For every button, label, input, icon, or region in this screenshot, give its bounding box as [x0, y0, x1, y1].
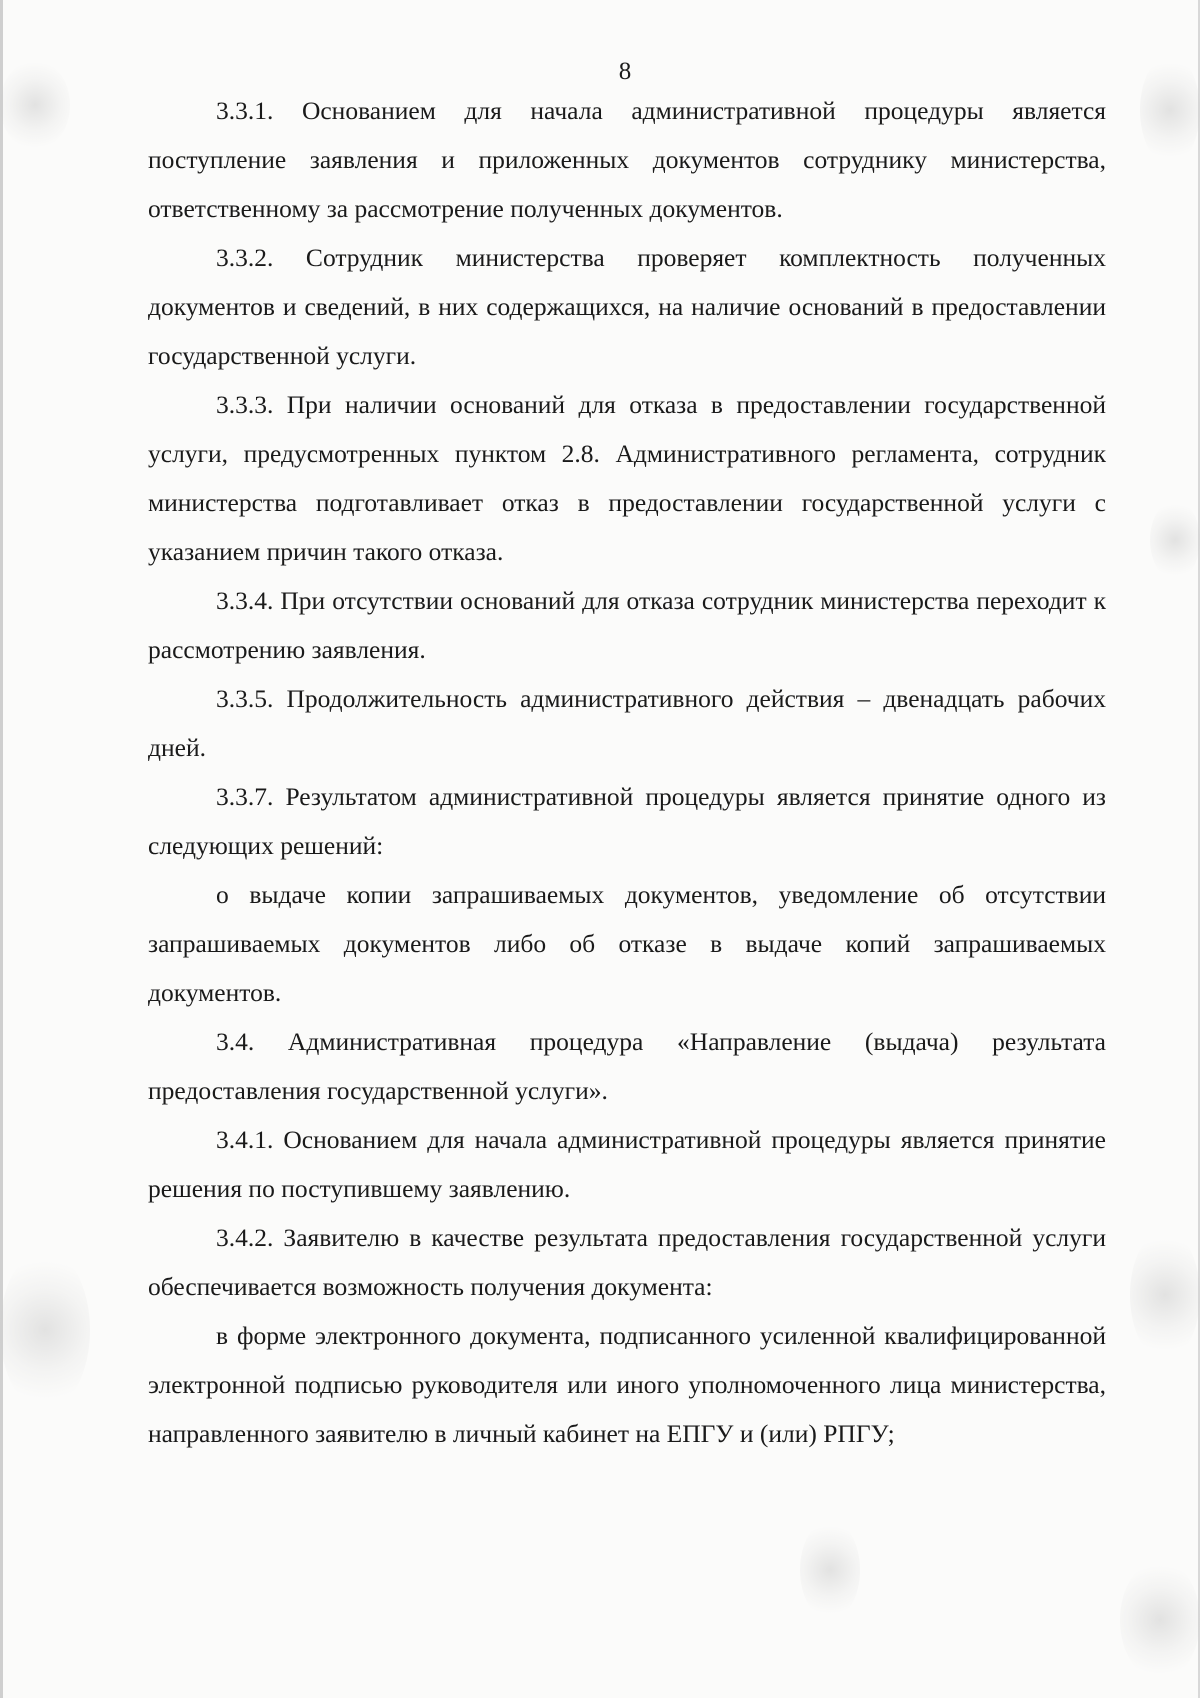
- paragraph-electronic-document: в форме электронного документа, подписанного усиленной квалифицированной электронной подписью руководителя или иного уполномоченного лица министерства, направленного заявителю в личный кабинет на ЕПГУ и (или) РПГУ;: [148, 1321, 1106, 1448]
- scan-edge-left: [0, 0, 3, 1698]
- paragraph-3-4-2: 3.4.2. Заявителю в качестве результата предоставления государственной услуги обеспечивается возможность получения документа:: [148, 1223, 1106, 1301]
- paragraph-3-4-1: 3.4.1. Основанием для начала административной процедуры является принятие решения по поступившему заявлению.: [148, 1125, 1106, 1203]
- scan-noise: [800, 1520, 860, 1620]
- document-body: [148, 86, 1106, 1458]
- paragraph-3-3-2: 3.3.2. Сотрудник министерства проверяет комплектность полученных документов и сведений, в них содержащихся, на наличие оснований в предоставлении государственной услуги.: [148, 243, 1106, 370]
- paragraph-3-3-3: 3.3.3. При наличии оснований для отказа в предоставлении государственной услуги, предусмотренных пунктом 2.8. Административного регламента, сотрудник министерства подготавливает отказ в предоставлении государственной услуги с указанием причин такого отказа.: [148, 390, 1106, 566]
- paragraph-3-3-4: 3.3.4. При отсутствии оснований для отказа сотрудник министерства переходит к рассмотрению заявления.: [148, 586, 1106, 664]
- paragraph-decision-options: о выдаче копии запрашиваемых документов, уведомление об отсутствии запрашиваемых документов либо об отказе в выдаче копий запрашиваемых документов.: [148, 880, 1106, 1007]
- paragraph-3-3-7: 3.3.7. Результатом административной процедуры является принятие одного из следующих решений:: [148, 782, 1106, 860]
- paragraph-3-4: 3.4. Административная процедура «Направление (выдача) результата предоставления государственной услуги».: [148, 1027, 1106, 1105]
- scan-noise: [1150, 500, 1200, 580]
- scan-noise: [1120, 1560, 1200, 1680]
- scan-noise: [0, 1250, 90, 1410]
- paragraph-3-3-1: 3.3.1. Основанием для начала административной процедуры является поступление заявления и приложенных документов сотруднику министерства, ответственному за рассмотрение полученных документов.: [148, 96, 1106, 223]
- paragraph-3-3-5: 3.3.5. Продолжительность административного действия – двенадцать рабочих дней.: [148, 684, 1106, 762]
- scan-noise: [1130, 1230, 1200, 1360]
- page-number: 8: [618, 58, 632, 85]
